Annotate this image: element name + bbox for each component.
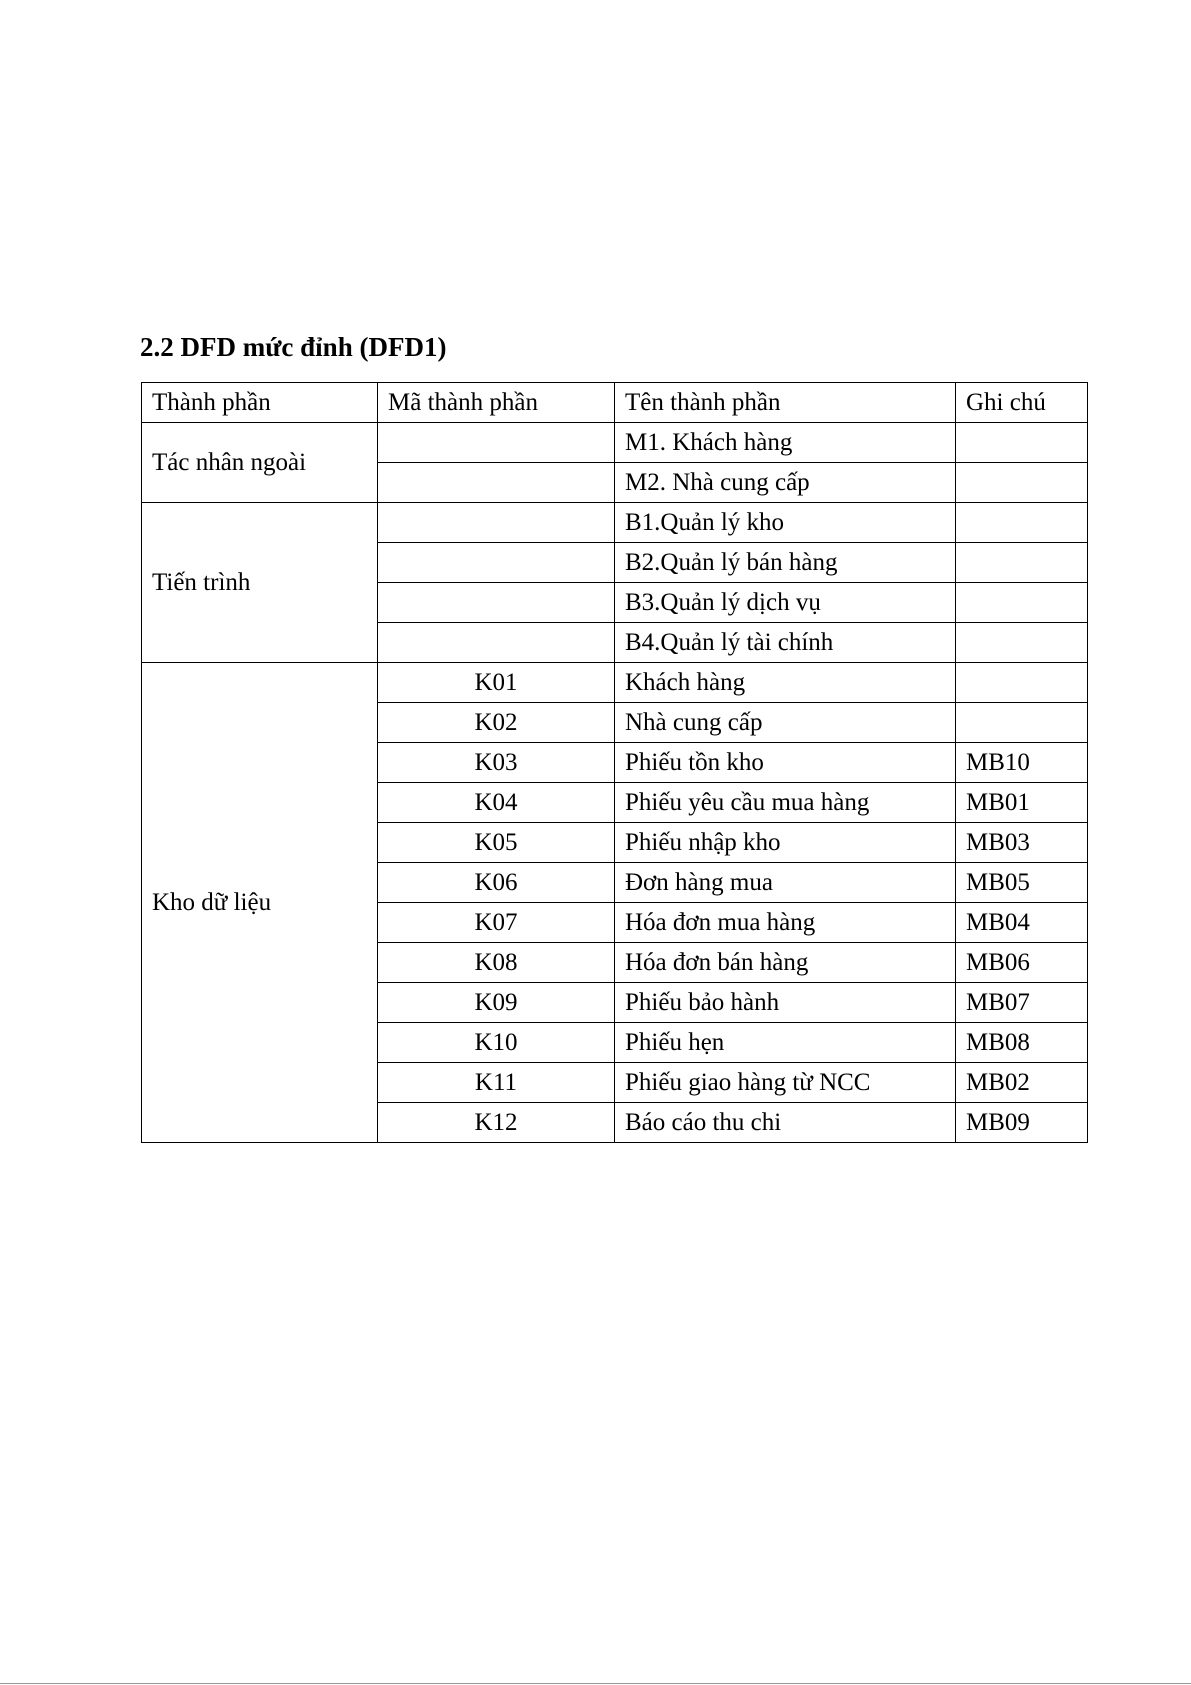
component-code: K03 bbox=[378, 743, 615, 783]
component-note bbox=[956, 663, 1088, 703]
component-note: MB05 bbox=[956, 863, 1088, 903]
header-cell: Mã thành phần bbox=[378, 383, 615, 423]
component-code: K09 bbox=[378, 983, 615, 1023]
component-code: K02 bbox=[378, 703, 615, 743]
component-note bbox=[956, 503, 1088, 543]
component-name: Nhà cung cấp bbox=[615, 703, 956, 743]
component-note bbox=[956, 583, 1088, 623]
component-note bbox=[956, 703, 1088, 743]
component-name: Hóa đơn mua hàng bbox=[615, 903, 956, 943]
component-note: MB09 bbox=[956, 1103, 1088, 1143]
component-name: Phiếu nhập kho bbox=[615, 823, 956, 863]
table-header-row bbox=[142, 383, 1088, 423]
component-code: K11 bbox=[378, 1063, 615, 1103]
header-cell: Thành phần bbox=[142, 383, 378, 423]
component-name: Phiếu yêu cầu mua hàng bbox=[615, 783, 956, 823]
component-code: K10 bbox=[378, 1023, 615, 1063]
component-code bbox=[378, 583, 615, 623]
table-row bbox=[142, 423, 1088, 463]
component-code: K04 bbox=[378, 783, 615, 823]
component-name: M2. Nhà cung cấp bbox=[615, 463, 956, 503]
component-name: B1.Quản lý kho bbox=[615, 503, 956, 543]
dfd-component-table bbox=[141, 382, 1088, 1143]
component-code bbox=[378, 623, 615, 663]
component-name: B3.Quản lý dịch vụ bbox=[615, 583, 956, 623]
component-name: Phiếu tồn kho bbox=[615, 743, 956, 783]
group-label: Tác nhân ngoài bbox=[142, 423, 378, 503]
header-cell: Tên thành phần bbox=[615, 383, 956, 423]
component-name: Báo cáo thu chi bbox=[615, 1103, 956, 1143]
component-name: Phiếu hẹn bbox=[615, 1023, 956, 1063]
component-code bbox=[378, 463, 615, 503]
component-name: Phiếu giao hàng từ NCC bbox=[615, 1063, 956, 1103]
section-heading: 2.2 DFD mức đỉnh (DFD1) bbox=[140, 332, 447, 362]
component-name: B2.Quản lý bán hàng bbox=[615, 543, 956, 583]
component-code: K07 bbox=[378, 903, 615, 943]
component-name: B4.Quản lý tài chính bbox=[615, 623, 956, 663]
component-note bbox=[956, 423, 1088, 463]
component-name: M1. Khách hàng bbox=[615, 423, 956, 463]
component-name: Phiếu bảo hành bbox=[615, 983, 956, 1023]
component-note: MB07 bbox=[956, 983, 1088, 1023]
component-name: Khách hàng bbox=[615, 663, 956, 703]
component-note: MB01 bbox=[956, 783, 1088, 823]
component-code: K12 bbox=[378, 1103, 615, 1143]
component-note: MB06 bbox=[956, 943, 1088, 983]
component-code: K06 bbox=[378, 863, 615, 903]
component-note bbox=[956, 543, 1088, 583]
component-code bbox=[378, 503, 615, 543]
component-note: MB08 bbox=[956, 1023, 1088, 1063]
component-note bbox=[956, 623, 1088, 663]
component-code: K01 bbox=[378, 663, 615, 703]
component-note bbox=[956, 463, 1088, 503]
component-code: K08 bbox=[378, 943, 615, 983]
table-row bbox=[142, 503, 1088, 543]
component-name: Đơn hàng mua bbox=[615, 863, 956, 903]
component-note: MB10 bbox=[956, 743, 1088, 783]
component-code bbox=[378, 423, 615, 463]
component-code bbox=[378, 543, 615, 583]
component-name: Hóa đơn bán hàng bbox=[615, 943, 956, 983]
group-label: Kho dữ liệu bbox=[142, 663, 378, 1143]
component-note: MB04 bbox=[956, 903, 1088, 943]
component-note: MB02 bbox=[956, 1063, 1088, 1103]
group-label: Tiến trình bbox=[142, 503, 378, 663]
component-note: MB03 bbox=[956, 823, 1088, 863]
component-code: K05 bbox=[378, 823, 615, 863]
header-cell: Ghi chú bbox=[956, 383, 1088, 423]
page-bottom-rule bbox=[0, 1683, 1191, 1684]
table-row bbox=[142, 663, 1088, 703]
